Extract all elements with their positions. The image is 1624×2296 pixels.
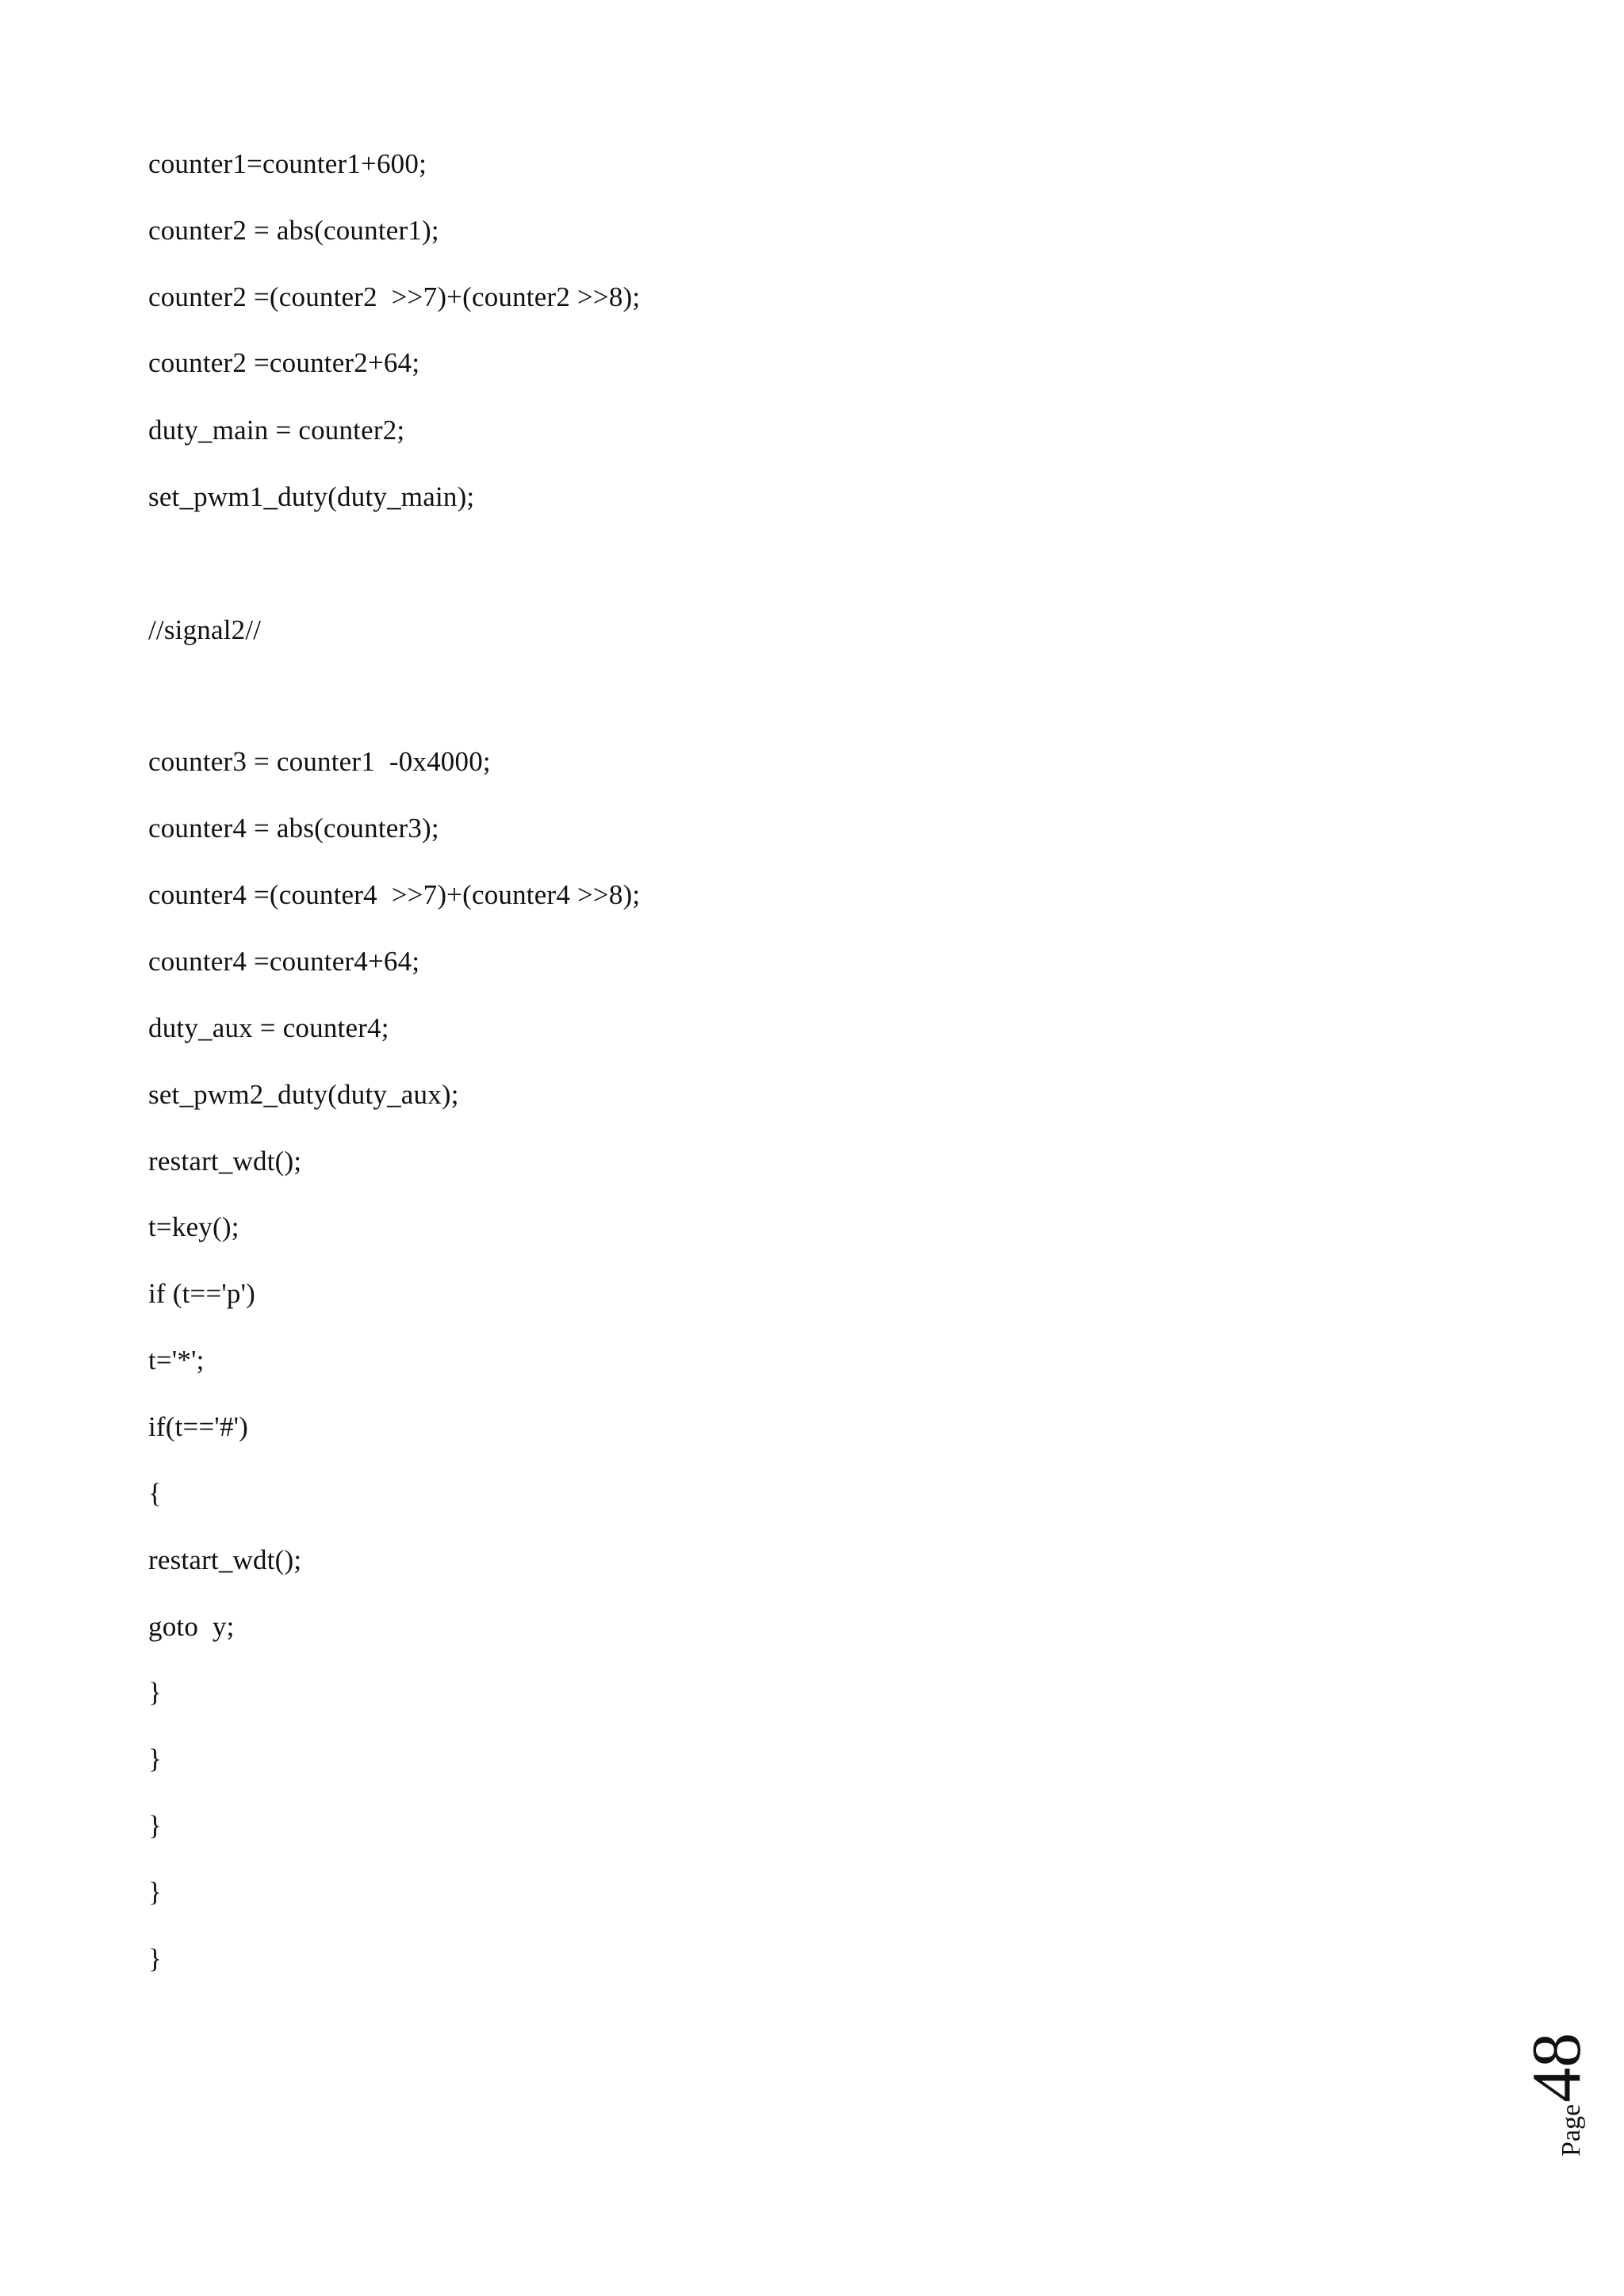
code-line: if (t=='p') <box>148 1278 255 1309</box>
code-line: counter4 =(counter4 >>7)+(counter4 >>8); <box>148 879 641 910</box>
code-line: } <box>148 1943 162 1974</box>
code-line: counter4 =counter4+64; <box>148 946 420 977</box>
code-line: if(t=='#') <box>148 1411 249 1442</box>
code-line: counter2 = abs(counter1); <box>148 215 439 246</box>
code-comment: //signal2// <box>148 614 262 645</box>
code-line: t='*'; <box>148 1345 205 1376</box>
page-number: 48 <box>1519 2032 1595 2103</box>
code-listing <box>148 0 1338 2061</box>
code-line: set_pwm1_duty(duty_main); <box>148 481 475 512</box>
code-line: counter2 =counter2+64; <box>148 347 420 378</box>
code-line: goto y; <box>148 1611 235 1642</box>
code-line: duty_main = counter2; <box>148 415 405 446</box>
code-line: counter4 = abs(counter3); <box>148 813 439 844</box>
code-line: counter2 =(counter2 >>7)+(counter2 >>8); <box>148 281 641 312</box>
code-line: } <box>148 1810 162 1841</box>
page-number-rotated <box>1519 1974 1595 2156</box>
code-line: restart_wdt(); <box>148 1544 302 1575</box>
code-line: counter3 = counter1 -0x4000; <box>148 746 491 777</box>
code-line: restart_wdt(); <box>148 1146 302 1177</box>
code-line: set_pwm2_duty(duty_aux); <box>148 1079 459 1110</box>
page-label: Page <box>1557 2103 1586 2156</box>
code-line: t=key(); <box>148 1211 239 1242</box>
code-line: counter1=counter1+600; <box>148 148 427 179</box>
code-line: duty_aux = counter4; <box>148 1012 389 1043</box>
code-line: { <box>148 1478 162 1509</box>
code-line: } <box>148 1743 162 1774</box>
code-line: } <box>148 1877 162 1908</box>
page-number-footer <box>1519 2014 1624 2156</box>
code-line: } <box>148 1677 162 1708</box>
